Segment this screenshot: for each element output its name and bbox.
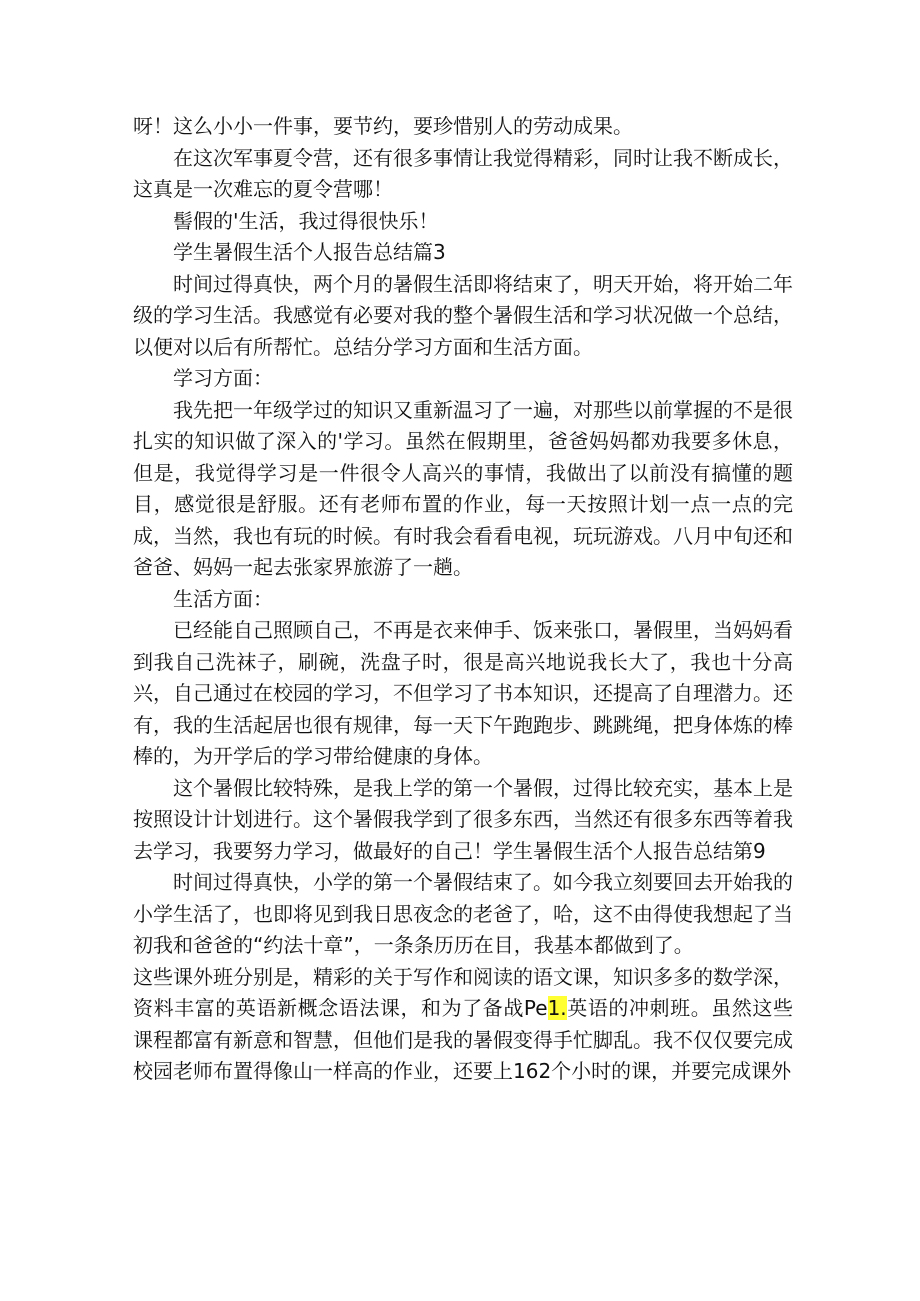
document-body [133,111,793,1088]
paragraph-12 [133,962,793,1088]
section-heading-3: 学生暑假生活个人报告总结篇3 [173,240,446,264]
paragraph-10: 这个暑假比较特殊，是我上学的第一个暑假，过得比较充实，基本上是按照设计计划进行。这个暑假我学到了很多东西，当然还有很多东西等着我去学习，我要努力学习，做最好的自己！学生暑假生活个人报告总结第9 [133,775,793,863]
paragraph-12-before: 这些课外班分别是，精彩的关于写作和阅读的语文课，知识多多的数学深，资料丰富的英语新概念语法课，和为了备战Pe [133,964,793,1020]
highlighted-text: 1. [547,996,567,1020]
life-heading: 生活方面： [173,586,273,611]
paragraph-1: 呀！这么小小一件事，要节约，要珍惜别人的劳动成果。 [133,114,633,138]
paragraph-11: 时间过得真快，小学的第一个暑假结束了。如今我立刻要回去开始我的小学生活了，也即将见到我日思夜念的老爸了，哈，这不由得使我想起了当初我和爸爸的“约法十章”，一条条历历在目，我基本都做到了。 [133,870,793,957]
paragraph-5: 时间过得真快，两个月的暑假生活即将结束了，明天开始，将开始二年级的学习生活。我感觉有必要对我的整个暑假生活和学习状况做一个总结，以便对以后有所帮忙。总结分学习方面和生活方面。 [133,271,793,359]
study-heading: 学习方面： [173,366,273,390]
paragraph-12-after: 英语的冲刺班。虽然这些课程都富有新意和智慧，但他们是我的暑假变得手忙脚乱。我不仅仅要完成校园老师布置得像山一样高的作业，还要上162个小时的课，并要完成课外 [133,996,793,1083]
paragraph-9: 已经能自己照顾自己，不再是衣来伸手、饭来张口，暑假里，当妈妈看到我自己洗袜子，刷碗，洗盘子时，很是高兴地说我长大了，我也十分高兴，自己通过在校园的学习，不但学习了书本知识，还提高了自理潜力。还有，我的生活起居也很有规律，每一天下午跑跑步、跳跳绳，把身体炼的棒棒的，为开学后的学习带给健康的身体。 [133,618,793,768]
paragraph-3: 髻假的'生活，我过得很快乐！ [173,208,439,233]
paragraph-2: 在这次军事夏令营，还有很多事情让我觉得精彩，同时让我不断成长，这真是一次难忘的夏令营哪！ [133,145,793,201]
paragraph-7: 我先把一年级学过的知识又重新温习了一遍，对那些以前掌握的不是很扎实的知识做了深入的'学习。虽然在假期里，爸爸妈妈都劝我要多休息，但是，我觉得学习是一件很令人高兴的事情，我做出了以前没有搞懂的题目，感觉很是舒服。还有老师布置的作业，每一天按照计划一点一点的完成，当然，我也有玩的时候。有时我会看看电视，玩玩游戏。八月中旬还和爸爸、妈妈一起去张家界旅游了一趟。 [133,397,793,579]
